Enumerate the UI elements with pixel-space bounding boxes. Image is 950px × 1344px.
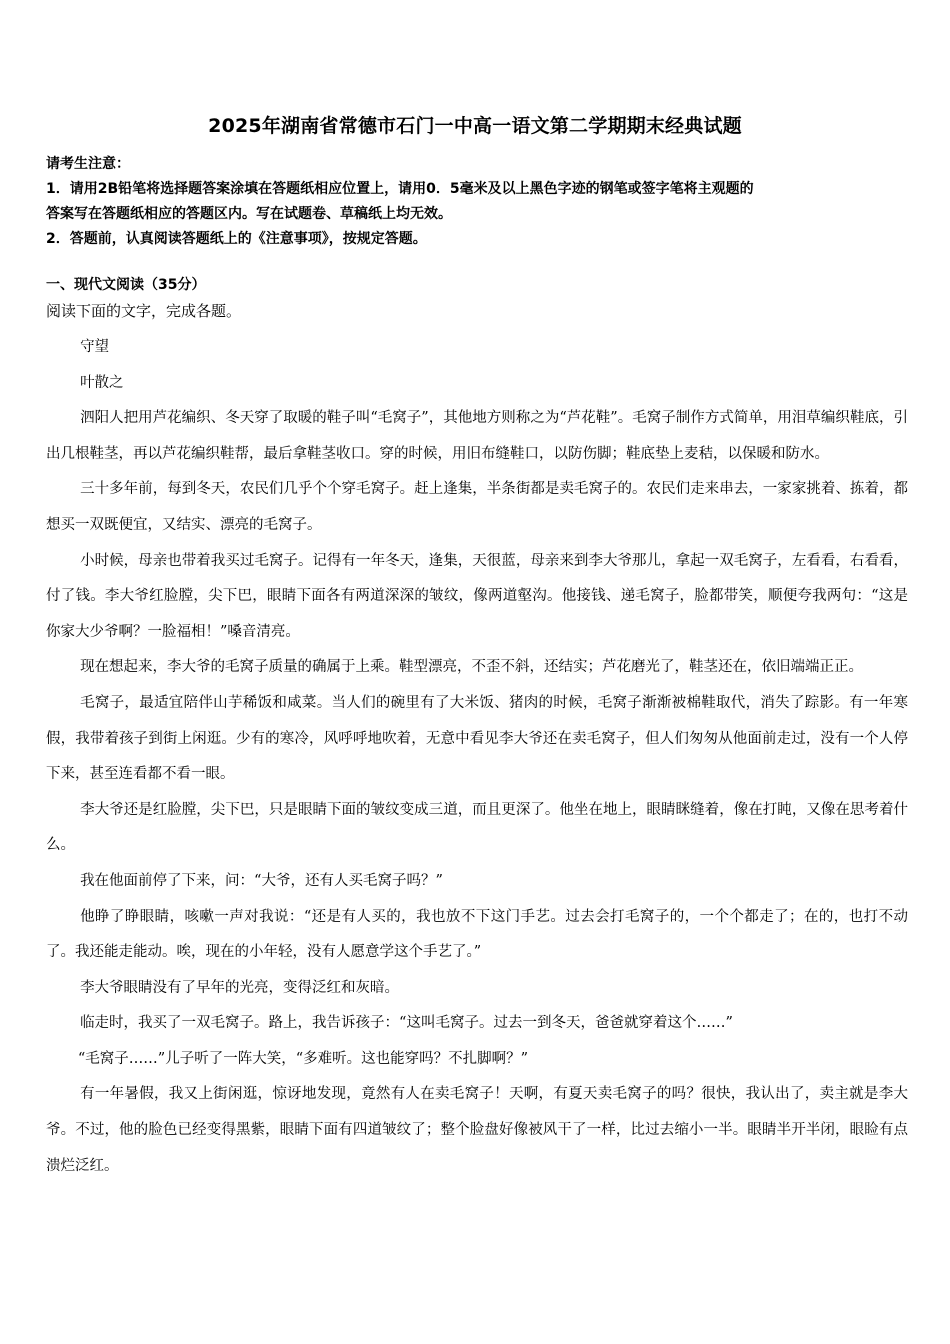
- article-paragraph: 临走时，我买了一双毛窝子。路上，我告诉孩子：“这叫毛窝子。过去一到冬天，爸爸就穿着这个……”: [80, 1015, 733, 1032]
- article-paragraph: “毛窝子……”儿子听了一阵大笑，“多难听。这也能穿吗？不扎脚啊？”: [77, 1050, 529, 1067]
- candidate-notice: [46, 152, 906, 252]
- article-paragraph: 三十多年前，每到冬天，农民们几乎个个穿毛窝子。赶上逢集，半条街都是卖毛窝子的。农民们走来串去，一家家挑着、拣着，都想买一双既便宜，又结实、漂亮的毛窝子。: [46, 481, 908, 533]
- notice-heading: 请考生注意：: [46, 156, 130, 172]
- exam-title: 2025年湖南省常德市石门一中高一语文第二学期期末经典试题: [208, 115, 742, 137]
- article-author: 叶散之: [80, 374, 124, 391]
- article-paragraph: 李大爷眼睛没有了早年的光亮，变得泛红和灰暗。: [80, 979, 400, 996]
- article-paragraph: 小时候，母亲也带着我买过毛窝子。记得有一年冬天，逢集，天很蓝，母亲来到李大爷那儿，拿起一双毛窝子，左看看，右看看，付了钱。李大爷红脸膛，尖下巴，眼睛下面各有两道深深的皱纹，像两道壑沟。他接钱、递毛窝子，脸都带笑，顺便夸我两句：“这是你家大少爷啊？一脸福相！”嗓音清亮。: [46, 552, 908, 640]
- notice-item-1-line-2: 答案写在答题纸相应的答题区内。写在试题卷、草稿纸上均无效。: [46, 206, 452, 222]
- notice-item-1-line-1: 1．请用2B铅笔将选择题答案涂填在答题纸相应位置上，请用0．5毫米及以上黑色字迹的钢笔或签字笔将主观题的: [46, 181, 754, 197]
- reading-instruction: 阅读下面的文字，完成各题。: [46, 302, 242, 320]
- article-paragraph: 现在想起来，李大爷的毛窝子质量的确属于上乘。鞋型漂亮，不歪不斜，还结实；芦花磨光了，鞋茎还在，依旧端端正正。: [80, 659, 864, 676]
- article-paragraph: 李大爷还是红脸膛，尖下巴，只是眼睛下面的皱纹变成三道，而且更深了。他坐在地上，眼睛眯缝着，像在打盹，又像在思考着什么。: [46, 801, 908, 854]
- section-heading: 一、现代文阅读（35分）: [46, 277, 206, 293]
- article-title: 守望: [80, 339, 110, 355]
- article-paragraph: 毛窝子，最适宜陪伴山芋稀饭和咸菜。当人们的碗里有了大米饭、猪肉的时候，毛窝子渐渐被棉鞋取代，消失了踪影。有一年寒假，我带着孩子到街上闲逛。少有的寒冷，风呼呼地吹着，无意中看见李大爷还在卖毛窝子，但人们匆匆从他面前走过，没有一个人停下来，甚至连看都不看一眼。: [46, 694, 908, 783]
- article-paragraph: 我在他面前停了下来，问：“大爷，还有人买毛窝子吗？”: [80, 872, 443, 889]
- article-paragraph: 有一年暑假，我又上街闲逛，惊讶地发现，竟然有人在卖毛窝子！天啊，有夏天卖毛窝子的吗？很快，我认出了，卖主就是李大爷。不过，他的脸色已经变得黑紫，眼睛下面有四道皱纹了；整个脸盘好像被风干了一样，比过去缩小一半。眼睛半开半闭，眼睑有点溃烂泛红。: [46, 1086, 908, 1174]
- notice-item-2: 2．答题前，认真阅读答题纸上的《注意事项》，按规定答题。: [46, 231, 427, 247]
- reading-passage: [46, 330, 908, 1184]
- article-paragraph: 泗阳人把用芦花编织、冬天穿了取暖的鞋子叫“毛窝子”，其他地方则称之为“芦花鞋”。毛窝子制作方式简单，用泪草编织鞋底，引出几根鞋茎，再以芦花编织鞋帮，最后拿鞋茎收口。穿的时候，用旧布缝鞋口，以防伤脚；鞋底垫上麦秸，以保暖和防水。: [46, 410, 908, 462]
- article-paragraph: 他睁了睁眼睛，咳嗽一声对我说：“还是有人买的，我也放不下这门手艺。过去会打毛窝子的，一个个都走了；在的，也打不动了。我还能走能动。唉，现在的小年轻，没有人愿意学这个手艺了。”: [46, 908, 908, 961]
